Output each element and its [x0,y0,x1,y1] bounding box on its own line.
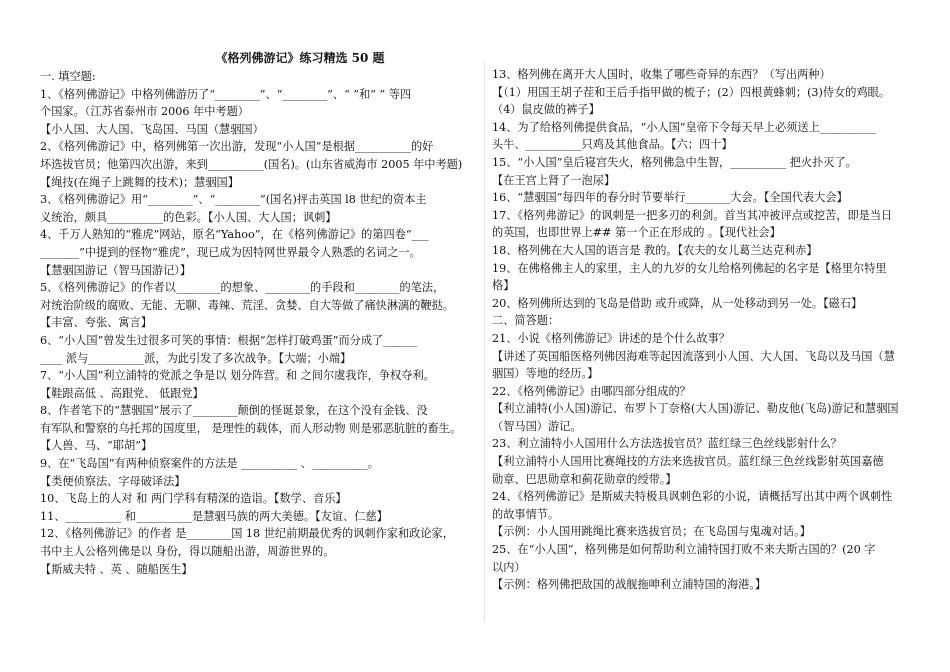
left-line: 7、“小人国”利立浦特的党派之争是以 划分阵营。和 之间尔虞我诈，争权夺利。 [40,369,435,383]
left-line: 义统治，颇具__________的色彩。【小人国、大人国；讽刺】 [40,210,337,224]
right-line: （4）鼠皮做的裤子】 [492,103,600,117]
right-line: 24、《格列佛游记》是斯威夫特极具讽刺色彩的小说，请概括写出其中两个讽刺性 [492,490,893,504]
left-line: 对统治阶级的腐败、无能、无聊、毒辣、荒淫、贪婪、自大等做了痛快淋漓的鞭挞。 [40,298,454,312]
left-line: 9、在“飞岛国”有两种侦察案件的方法是 __________ 、__________。 [40,457,379,471]
right-line: 15、“小人国”皇后寝宫失火，格列佛急中生智，__________ 把火扑灭了。 [492,155,857,169]
document-title: 《格列佛游记》练习精选 50 题 [215,51,385,65]
right-line: 【示例：小人国用跳绳比赛来选拔官员；在飞岛国与鬼魂对话。】 [492,525,811,539]
right-line: 【（1）用国王胡子茬和王后手指甲做的梳子；(2）四根黄蜂刺；(3)侍女的鸡眼。 [492,85,891,99]
left-line: 【小人国、大人国、飞岛国、马国（慧骃国） [40,122,264,136]
right-line: 【在王宫上肾了一泡尿】 [492,173,616,187]
left-line: 【类便侦察法、字母破译法】 [40,474,186,488]
right-line: 17、《格列弗游记》的讽刺是一把多刃的利剑。首当其冲被评点或挖苦，即是当日 [492,208,893,222]
right-line: 19、在佛格佛主人的家里，主人的九岁的女儿给格列佛起的名字是【格里尔特里 [492,261,887,275]
right-line: 23、利立浦特小人国用什么方法选拔官员？蓝红绿三色丝线影射什么？ [492,437,842,451]
left-line: ____ 派与__________派，为此引发了多次战争。【大端；小端】 [40,351,352,365]
left-line: _______”中提到的怪物“雅虎”，现已成为因特网世界最令人熟悉的名词之一。 [40,245,421,259]
right-lines [492,66,922,594]
left-line: 10、飞岛上的人对 和 两门学科有精深的造诣。【数学、音乐】 [40,492,347,506]
left-line: 4、千万人熟知的“雅虎”网站，原名“Yahoo”，在《格列佛游记》的第四卷“___ [40,228,429,242]
left-lines [40,68,470,578]
right-line: 【利立浦特小人国用比赛绳技的方法来选拔官员。蓝红绿三色丝线影射英国嘉德 [492,455,884,469]
right-line: 的故事情节。 [492,507,560,521]
right-line: 25、在“小人国”，格列佛是如何帮助利立浦特国打败不来夫斯古国的？(20 字 [492,543,876,557]
right-line: 14、为了给格列佛提供食品，“小人国”皇帝下令每天早上必须送上__________ [492,120,876,134]
left-line: 6、“小人国”曾发生过很多可笑的事情：根据“怎样打破鸡蛋”而分成了______ [40,333,417,347]
right-line: 格】 [492,279,515,293]
left-line: 1、《格列佛游记》中格列佛游历了“________”、“________”、“ ”和“ ” 等四 [40,87,412,101]
left-line: 8、作者笔下的“慧骃国”展示了________颠倒的怪诞景象，在这个没有金钱、没 [40,404,428,418]
right-line: 骃国）等地的经历。】 [492,367,599,381]
right-column [492,66,922,594]
right-line: 以内） [492,560,526,574]
right-line: 13、格列佛在离开大人国时，收集了哪些奇异的东西？（写出两种） [492,68,831,81]
left-line: 有军队和警察的乌托邦的国度里， 是理性的载体，而人形动物 则是邪恶肮脏的畜生。 [40,421,462,435]
right-line: 的英国，也即世界上## 第一个正在形成的 。【现代社会】 [492,226,781,240]
right-line: 【利立浦特(小人国)游记、布罗卜丁奈格(大人国)游记、勒皮他(飞岛)游记和慧骃国 [492,402,899,416]
left-column [40,51,470,578]
left-line: 2、《格列佛游记》中，格列佛第一次出游，发现“小人国”是根据__________的好 [40,140,434,154]
left-line: 5、《格列佛游记》的作者以________的想象、________的手段和________的笔法， [40,281,445,295]
right-line: 20、格列佛所达到的飞岛是借助 或升或降，从一处移动到另一处。【磁石】 [492,296,863,310]
right-line: 22、《格列佛游记》由哪四部分组成的？ [492,384,691,398]
right-line: 【示例：格列佛把敌国的战舰拖呻利立浦特国的海港。】 [492,578,767,592]
left-line: 坏选拔官员；他第四次出游，来到__________(国名)。(山东省威海市 2005 年中考题) [40,157,463,171]
left-line: 【鞋跟高低 、高跟党、 低跟党】 [40,386,204,400]
left-line: 【丰富、夸张、寓言】 [40,316,152,330]
left-line: 11、__________ 和__________是慧骃马族的两大美德。【友谊、仁慈】 [40,509,388,523]
right-line: 头牛、__________只鸡及其他食品。【六；四十】 [492,138,733,152]
left-line: 个国家。（江苏省泰州市 2006 年中考题） [40,105,249,119]
left-line: 一. 填空题: [40,70,96,83]
right-line: 勋章、巴思勋章和蓟花勋章的绶带。】 [492,472,677,486]
left-line: 3、《格列佛游记》用“________”、“________”(国名)抨击英国 l8 世纪的资本主 [40,193,427,207]
right-line: 二、简答题： [492,314,560,328]
left-line: 【慧骃国游记（智马国游记）】 [40,263,192,277]
column-divider [484,62,485,622]
left-line: 【斯威夫特 、英 、随船医生】 [40,562,193,576]
right-line: （智马国）游记。 [492,419,582,433]
left-line: 书中主人公格列佛是以 身份，得以随船出游，周游世界的。 [40,545,335,559]
right-line: 16、“慧骃国”每四年的春分时节要举行________大会。【全国代表大会】 [492,191,848,205]
right-line: 18、格列佛在大人国的语言是 教的。【农夫的女儿葛兰达克利赤】 [492,243,818,257]
left-line: 【绳技(在绳子上跳舞的技术)；慧骃国】 [40,175,239,189]
left-line: 12、《格列佛游记》的作者 是________国 18 世纪前期最优秀的讽刺作家和政论家， [40,527,454,541]
right-line: 21、小说《格列佛游记》讲述的是个什么故事？ [492,331,730,345]
left-line: 【人兽、马、“耶胡”】 [40,439,153,453]
right-line: 【讲述了英国船医格列佛因海难等起因流落到小人国、大人国、飞岛以及马国（慧 [492,349,895,363]
